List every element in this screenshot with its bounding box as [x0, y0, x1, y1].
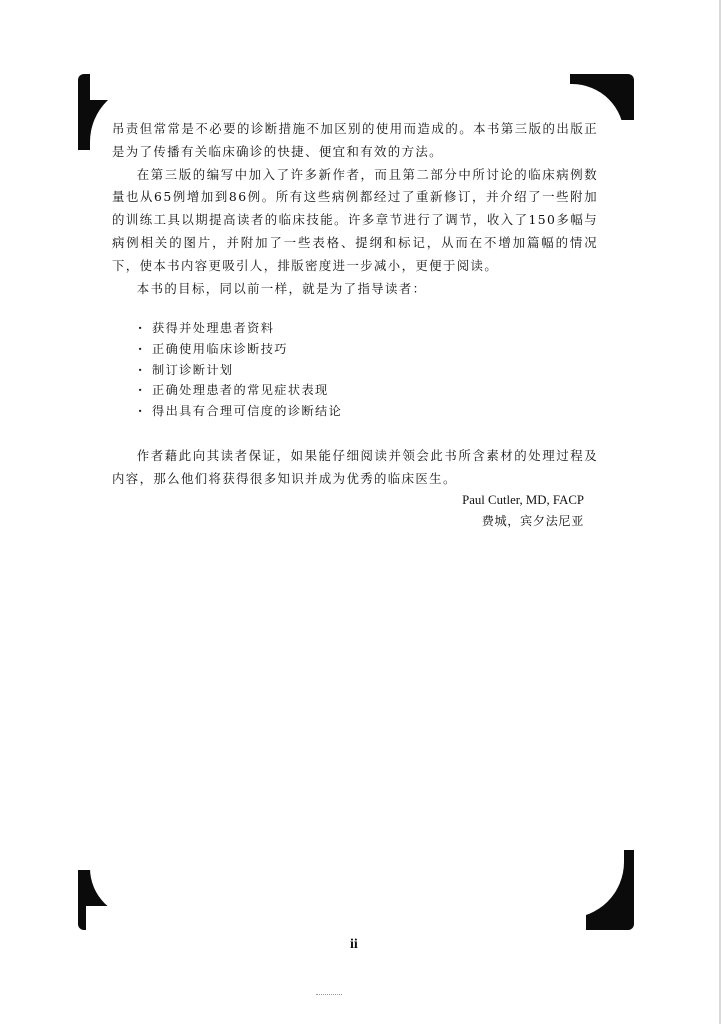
paragraph-3: 本书的目标，同以前一样，就是为了指导读者：: [136, 280, 427, 296]
page-edge-line: [719, 0, 721, 1024]
border-gap-bottom: [86, 906, 586, 946]
author-name: Paul Cutler, MD, FACP: [462, 493, 584, 507]
list-item: · 正确处理患者的常见症状表现: [138, 380, 598, 401]
border-gap-left: [60, 150, 100, 870]
list-item: · 制订诊断计划: [138, 360, 598, 381]
signature-block: [462, 490, 584, 532]
page-number: ii: [350, 937, 358, 952]
paragraph-1: 吊责但常常是不必要的诊断措施不加区别的使用而造成的。本书第三版的出版正是为了传播有关临床确诊的快捷、便宜和有效的方法。: [112, 121, 598, 159]
paragraph-2: 在第三版的编写中加入了许多新作者，而且第二部分中所讨论的临床病例数量也从65例增加到86例。所有这些病例都经过了重新修订，并介绍了一些附加的训练工具以期提高读者的临床技能。许多章节进行了调节，收入了150多幅与病例相关的图片，并附加了一些表格、提纲和标记，从而在不增加篇幅的情况下，使本书内容更吸引人，排版密度进一步减小，更便于阅读。: [112, 166, 598, 273]
preface-body: [112, 118, 598, 491]
closing-paragraph: 作者藉此向其读者保证，如果能仔细阅读并领会此书所含素材的处理过程及内容，那么他们将获得很多知识并成为优秀的临床医生。: [112, 448, 598, 487]
border-gap-top: [90, 60, 570, 100]
border-gap-right: [620, 120, 660, 850]
author-location: 费城，宾夕法尼亚: [481, 514, 584, 528]
list-item: · 获得并处理患者资料: [138, 318, 598, 339]
list-item: · 得出具有合理可信度的诊断结论: [138, 401, 598, 422]
scan-artifact: [316, 994, 342, 997]
list-item: · 正确使用临床诊断技巧: [138, 339, 598, 360]
goals-list: [138, 318, 598, 421]
